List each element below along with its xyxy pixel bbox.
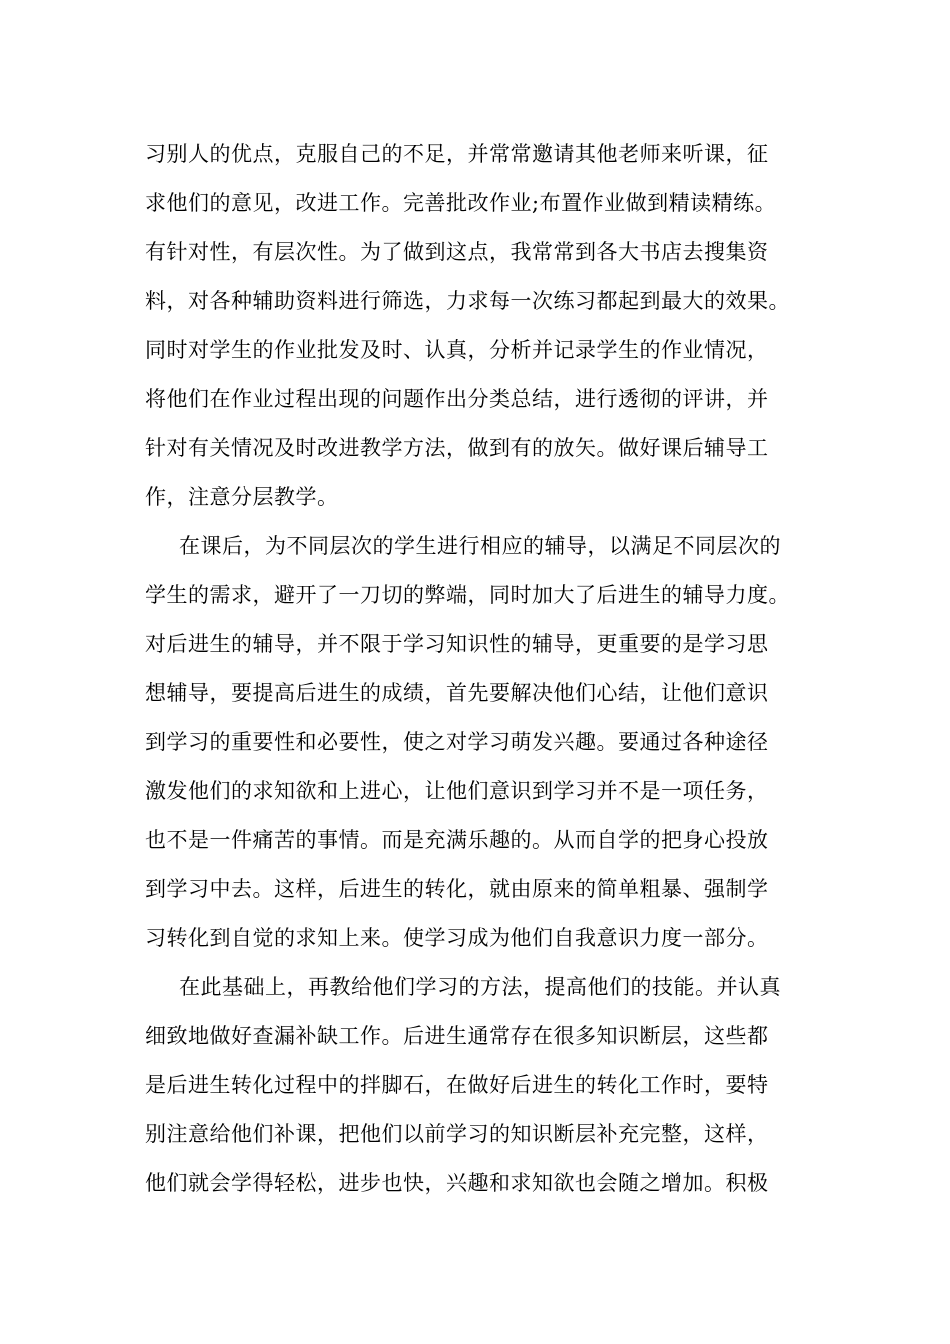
text-line: 将他们在作业过程出现的问题作出分类总结，进行透彻的评讲，并 bbox=[145, 387, 769, 411]
paragraph-1 bbox=[145, 130, 825, 522]
text-line: 激发他们的求知欲和上进心，让他们意识到学习并不是一项任务， bbox=[145, 779, 769, 803]
text-line: 想辅导，要提高后进生的成绩，首先要解决他们心结，让他们意识 bbox=[145, 681, 769, 705]
text-line: 细致地做好查漏补缺工作。后进生通常存在很多知识断层，这些都 bbox=[145, 1024, 769, 1048]
text-line: 是后进生转化过程中的拌脚石，在做好后进生的转化工作时，要特 bbox=[145, 1073, 769, 1097]
text-line: 同时对学生的作业批发及时、认真，分析并记录学生的作业情况， bbox=[145, 338, 769, 362]
text-line: 求他们的意见，改进工作。完善批改作业;布置作业做到精读精练。 bbox=[145, 191, 777, 215]
text-line: 有针对性，有层次性。为了做到这点，我常常到各大书店去搜集资 bbox=[145, 240, 769, 264]
body-text bbox=[145, 130, 825, 1208]
text-line: 也不是一件痛苦的事情。而是充满乐趣的。从而自学的把身心投放 bbox=[145, 828, 769, 852]
text-line: 到学习中去。这样，后进生的转化，就由原来的简单粗暴、强制学 bbox=[145, 877, 769, 901]
text-line: 习转化到自觉的求知上来。使学习成为他们自我意识力度一部分。 bbox=[145, 926, 769, 950]
text-line: 对后进生的辅导，并不限于学习知识性的辅导，更重要的是学习思 bbox=[145, 632, 769, 656]
text-line: 到学习的重要性和必要性，使之对学习萌发兴趣。要通过各种途径 bbox=[145, 730, 769, 754]
text-line: 别注意给他们补课，把他们以前学习的知识断层补充完整，这样， bbox=[145, 1122, 769, 1146]
paragraph-2 bbox=[145, 522, 825, 963]
text-line: 在课后，为不同层次的学生进行相应的辅导，以满足不同层次的 bbox=[179, 534, 781, 558]
text-line: 他们就会学得轻松，进步也快，兴趣和求知欲也会随之增加。积极 bbox=[145, 1171, 769, 1195]
paragraph-3 bbox=[145, 963, 825, 1208]
text-line: 针对有关情况及时改进教学方法，做到有的放矢。做好课后辅导工 bbox=[145, 436, 769, 460]
text-line: 学生的需求，避开了一刀切的弊端，同时加大了后进生的辅导力度。 bbox=[145, 583, 790, 607]
text-line: 作，注意分层教学。 bbox=[145, 485, 339, 509]
text-line: 料，对各种辅助资料进行筛选，力求每一次练习都起到最大的效果。 bbox=[145, 289, 790, 313]
text-line: 在此基础上，再教给他们学习的方法，提高他们的技能。并认真 bbox=[179, 975, 781, 999]
text-line: 习别人的优点，克服自己的不足，并常常邀请其他老师来听课，征 bbox=[145, 142, 769, 166]
